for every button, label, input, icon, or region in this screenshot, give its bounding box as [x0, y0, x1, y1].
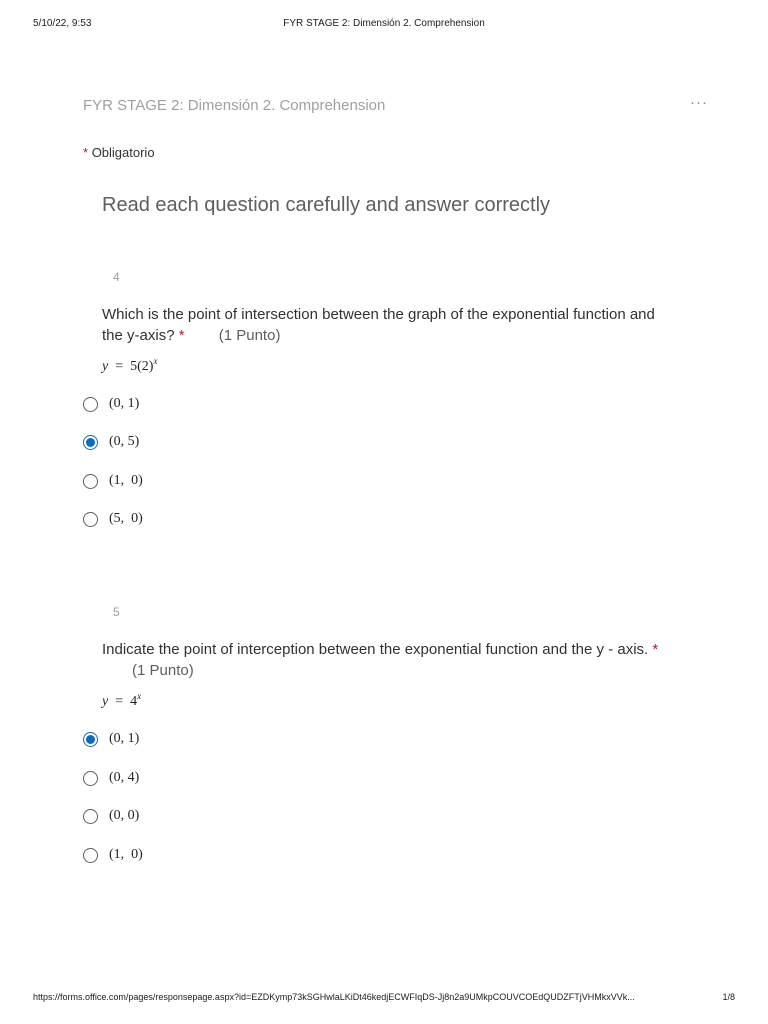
question-required-star: * [178, 327, 185, 344]
option-radio[interactable] [83, 470, 283, 492]
option-radio[interactable] [83, 844, 283, 866]
form-description: Read each question carefully and answer correctly [102, 194, 551, 216]
option-radio[interactable] [83, 728, 283, 750]
option-radio[interactable] [83, 508, 283, 530]
radio-button-icon[interactable] [83, 512, 98, 527]
radio-button-icon[interactable] [83, 771, 98, 786]
question-points: (1 Punto) [218, 327, 281, 344]
radio-button-icon[interactable] [83, 397, 98, 412]
equation-rhs: 4 [130, 694, 138, 709]
required-label: Obligatorio [91, 145, 155, 160]
question-prompt: Which is the point of intersection between the graph of the exponential function and the y-axis? [102, 306, 655, 344]
option-radio[interactable] [83, 431, 283, 453]
more-options-button[interactable]: ··· [690, 94, 708, 111]
required-note [83, 145, 155, 160]
print-page-number: 1/8 [722, 992, 735, 1002]
print-footer [0, 992, 768, 1006]
equation-lhs: y [102, 359, 109, 374]
option-radio[interactable] [83, 393, 283, 415]
radio-selected-icon[interactable] [83, 732, 98, 747]
print-header [0, 18, 768, 32]
option-label: (0, 5) [109, 434, 140, 449]
radio-button-icon[interactable] [83, 809, 98, 824]
option-label: (0, 1) [109, 731, 140, 746]
print-url: https://forms.office.com/pages/responsepage.aspx?id=EZDKymp73kSGHwlaLKiDt46kedjECWFIqDS-Jj8n2a9UMkpCOUVCOEdQUDZFTjVHMkxVVk... [33, 992, 635, 1002]
equation-lhs: y [102, 694, 109, 709]
question-points: (1 Punto) [132, 662, 194, 679]
equation-equals: = [115, 359, 124, 374]
question-number: 4 [113, 270, 120, 284]
radio-button-icon[interactable] [83, 848, 98, 863]
question-text [102, 639, 672, 681]
option-label: (5, 0) [109, 511, 143, 526]
equation-rhs: 5(2) [130, 359, 154, 374]
question-required-star: * [652, 641, 659, 658]
option-label: (1, 0) [109, 847, 143, 862]
radio-button-icon[interactable] [83, 474, 98, 489]
equation-exponent: x [153, 356, 158, 366]
equation-exponent: x [137, 691, 142, 701]
print-title: FYR STAGE 2: Dimensión 2. Comprehension [283, 18, 485, 29]
question-equation [102, 356, 157, 375]
question-equation [102, 691, 141, 710]
print-date: 5/10/22, 9:53 [33, 18, 92, 29]
option-label: (0, 4) [109, 770, 140, 785]
option-label: (0, 1) [109, 396, 140, 411]
option-radio[interactable] [83, 767, 283, 789]
equation-equals: = [115, 694, 124, 709]
question-number: 5 [113, 605, 120, 619]
question-prompt: Indicate the point of interception between the exponential function and the y - axis. [102, 641, 649, 658]
form-title: FYR STAGE 2: Dimensión 2. Comprehension [83, 97, 386, 114]
option-radio[interactable] [83, 805, 283, 827]
question-text [102, 304, 672, 346]
radio-selected-icon[interactable] [83, 435, 98, 450]
option-label: (1, 0) [109, 473, 143, 488]
required-star: * [83, 145, 89, 160]
option-label: (0, 0) [109, 808, 140, 823]
